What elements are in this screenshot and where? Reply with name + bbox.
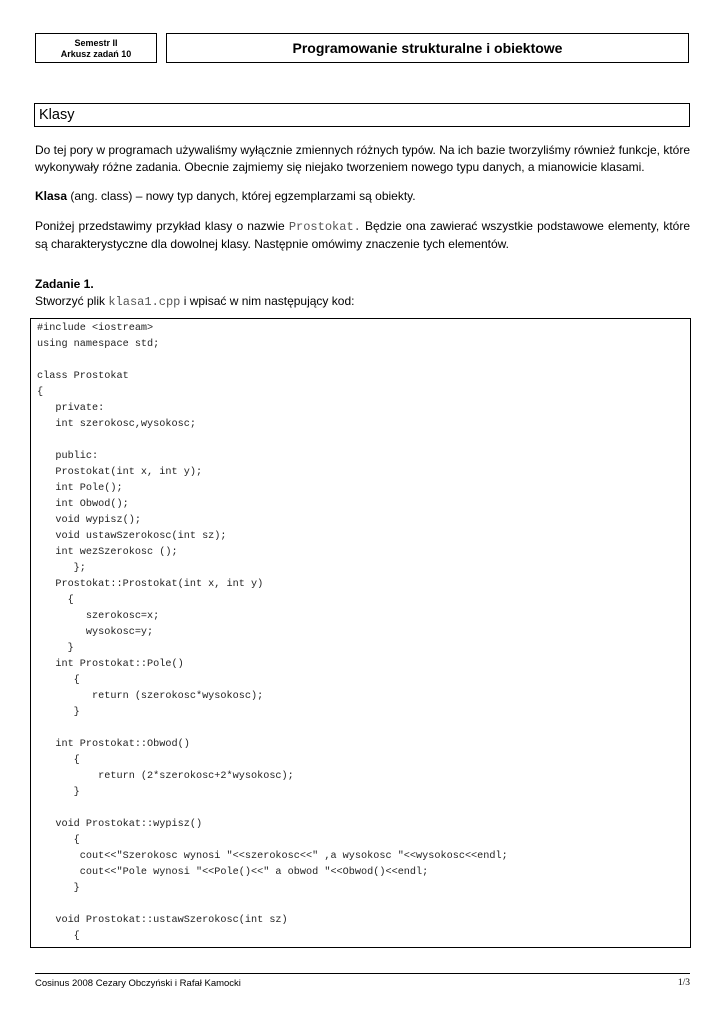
task-block bbox=[35, 276, 690, 310]
code-line bbox=[37, 353, 690, 369]
code-line: int Prostokat::Pole() bbox=[37, 659, 184, 670]
code-line: void wypisz(); bbox=[37, 515, 141, 526]
code-line: Prostokat(int x, int y); bbox=[37, 467, 203, 478]
example-text-after: Będzie ona zawierać wszystkie podstawowe elementy, które są charakterystyczne dla dowolnej klasy. Następnie omówimy znaczenie tych elementów. bbox=[35, 219, 691, 251]
footer-divider bbox=[35, 973, 690, 974]
code-line: }; bbox=[37, 563, 86, 574]
code-line bbox=[37, 721, 690, 737]
code-line: szerokosc=x; bbox=[37, 611, 160, 622]
code-line bbox=[37, 897, 690, 913]
code-line: } bbox=[37, 787, 80, 798]
code-line: { bbox=[37, 595, 74, 606]
code-line: int wezSzerokosc (); bbox=[37, 547, 178, 558]
example-paragraph bbox=[35, 218, 690, 252]
code-line bbox=[37, 801, 690, 817]
task-filename: klasa1.cpp bbox=[108, 294, 181, 309]
page-number: 1/3 bbox=[677, 978, 690, 988]
definition-term: Klasa bbox=[35, 189, 68, 203]
code-line: } bbox=[37, 707, 80, 718]
code-line: wysokosc=y; bbox=[37, 627, 154, 638]
code-block bbox=[37, 321, 690, 945]
code-line: int Prostokat::Obwod() bbox=[37, 739, 190, 750]
semester-label: Semestr II bbox=[74, 38, 118, 48]
code-line: int Pole(); bbox=[37, 483, 123, 494]
code-line: int Obwod(); bbox=[37, 499, 129, 510]
code-line: private: bbox=[37, 403, 105, 414]
code-line: using namespace std; bbox=[37, 339, 160, 350]
code-line: } bbox=[37, 883, 80, 894]
code-listing bbox=[30, 318, 691, 948]
code-line: void Prostokat::wypisz() bbox=[37, 819, 203, 830]
course-title: Programowanie strukturalne i obiektowe bbox=[166, 33, 689, 63]
code-line: } bbox=[37, 643, 74, 654]
definition-text: (ang. class) – nowy typ danych, której egzemplarzami są obiekty. bbox=[67, 189, 416, 203]
section-title: Klasy bbox=[34, 103, 690, 127]
code-line: void Prostokat::ustawSzerokosc(int sz) bbox=[37, 915, 288, 926]
code-line: class Prostokat bbox=[37, 371, 129, 382]
code-line: Prostokat::Prostokat(int x, int y) bbox=[37, 579, 264, 590]
code-line: { bbox=[37, 675, 80, 686]
class-name: Prostokat. bbox=[288, 220, 361, 234]
code-line: #include <iostream> bbox=[37, 323, 154, 334]
task-text-after: i wpisać w nim następujący kod: bbox=[180, 293, 355, 308]
code-line: return (szerokosc*wysokosc); bbox=[37, 691, 264, 702]
code-line: return (2*szerokosc+2*wysokosc); bbox=[37, 771, 294, 782]
example-text-before: Poniżej przedstawimy przykład klasy o nazwie bbox=[35, 219, 289, 233]
code-line: { bbox=[37, 755, 80, 766]
sheet-label: Arkusz zadań 10 bbox=[60, 49, 132, 59]
code-line: void ustawSzerokosc(int sz); bbox=[37, 531, 227, 542]
code-line: { bbox=[37, 835, 80, 846]
semester-box bbox=[35, 33, 157, 63]
intro-paragraph: Do tej pory w programach używaliśmy wyłącznie zmiennych różnych typów. Na ich bazie tworzyliśmy również funkcje, które wykonywały różne zadania. Obecnie zajmiemy się niejako tworzeniem nowego typu danych, a mianowicie klasami. bbox=[35, 143, 690, 174]
code-line bbox=[37, 433, 690, 449]
footer-authors: Cosinus 2008 Cezary Obczyński i Rafał Kamocki bbox=[35, 978, 241, 989]
code-line: { bbox=[37, 387, 44, 398]
code-line: public: bbox=[37, 451, 99, 462]
task-text-before: Stworzyć plik bbox=[35, 293, 109, 308]
code-line: cout<<"Pole wynosi "<<Pole()<<" a obwod "<<Obwod()<<endl; bbox=[37, 867, 429, 878]
definition-paragraph bbox=[35, 188, 690, 205]
code-line: int szerokosc,wysokosc; bbox=[37, 419, 196, 430]
task-title: Zadanie 1. bbox=[35, 277, 94, 291]
code-line: { bbox=[37, 931, 80, 942]
code-line: cout<<"Szerokosc wynosi "<<szerokosc<<" ,a wysokosc "<<wysokosc<<endl; bbox=[37, 851, 508, 862]
